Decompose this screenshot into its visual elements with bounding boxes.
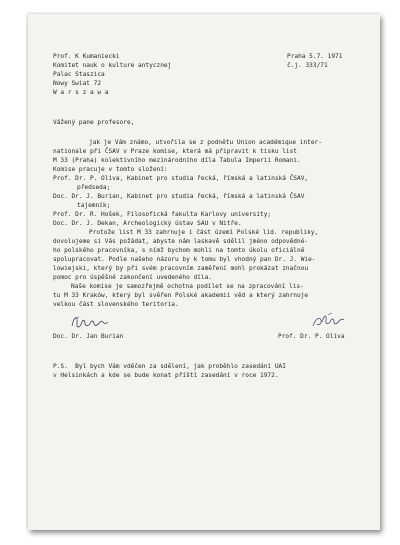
signatory-right: Prof. Dr. P. Oliva bbox=[278, 333, 345, 340]
body-line: předseda; bbox=[77, 184, 111, 191]
body-line: Komise pracuje v tomto složení: bbox=[53, 166, 168, 173]
body-line: Doc. Dr. J. Dekan, Archeologický ústav SAU v Nitře. bbox=[53, 220, 242, 227]
recipient-institution: Komitet nauk o kulture antycznej bbox=[53, 62, 172, 69]
signature-burian-mark bbox=[70, 314, 110, 332]
body-line: M 33 (Praha) kolektivního mezinárodního díla Tabula Imperii Romani. bbox=[53, 157, 301, 164]
body-line: tajemník; bbox=[77, 202, 111, 209]
body-line: ho polského pracovníka, s nímž bychom mohli na tomto úkolu oficiálně bbox=[53, 247, 305, 254]
body-line: spolupracovat. Podle našeho názoru by k tomu byl vhodný pan Dr. J. Wie- bbox=[53, 256, 316, 263]
recipient-city: W a r s z a w a bbox=[53, 89, 109, 96]
body-line: dovolujeme si Vás požádat, abyste nám laskavě sdělil jméno odpovědné- bbox=[53, 238, 309, 245]
signatory-left: Doc. Dr. Jan Burian bbox=[53, 333, 124, 340]
body-line: Prof. Dr. P. Oliva, Kabinet pro studia řecká, římská a latinská ČSAV, bbox=[53, 175, 309, 182]
body-line: Protože list M 33 zahrnuje i část území Polské lid. republiky, bbox=[89, 229, 319, 236]
recipient-street: Nowy Swiat 72 bbox=[53, 80, 102, 87]
postscript-line: v Helsinkách a kde se bude konat příští zasedání v roce 1972. bbox=[53, 372, 279, 379]
body-line: Prof. Dr. R. Hošek, Filosofická fakulta Karlovy university; bbox=[53, 211, 272, 218]
reference-number: č.j. 333/71 bbox=[287, 62, 328, 69]
signature-oliva-mark bbox=[310, 311, 346, 331]
body-line: Doc. Dr. J. Burian, Kabinet pro studia řecká, římská a latinská ČSAV bbox=[53, 193, 305, 200]
body-line: tu M 33 Kraków, který byl svěřen Polské akademii věd a který zahrnuje bbox=[53, 292, 309, 299]
body-line: nationale při ČSAV v Praze komise, která má připravit k tisku list bbox=[53, 148, 298, 155]
postscript-line: P.S. Byl bych Vám vděčen za sdělení, jak proběhlo zasedání UAI bbox=[53, 363, 286, 370]
body-line: pomoc pro úspěšné zakončení uvedeného díla. bbox=[53, 274, 212, 281]
body-line: jak je Vám známo, utvořila se z podnětu Union académique inter- bbox=[89, 139, 322, 146]
body-line: lowiejski, který by při svém pracovním zaměření mohl prokázat značnou bbox=[53, 265, 309, 272]
recipient-name: Prof. K Kumaniecki bbox=[53, 53, 120, 60]
body-line: Naše komise je samozřejmě ochotna podílet se na zpracování lis- bbox=[71, 283, 304, 290]
letter-page bbox=[28, 14, 380, 530]
salutation: Vážený pane profesore, bbox=[53, 119, 135, 126]
recipient-building: Palac Staszica bbox=[53, 71, 105, 78]
body-line: velkou část slovenského teritoria. bbox=[53, 301, 179, 308]
letter-date: Praha 5.7. 1971 bbox=[287, 53, 343, 60]
